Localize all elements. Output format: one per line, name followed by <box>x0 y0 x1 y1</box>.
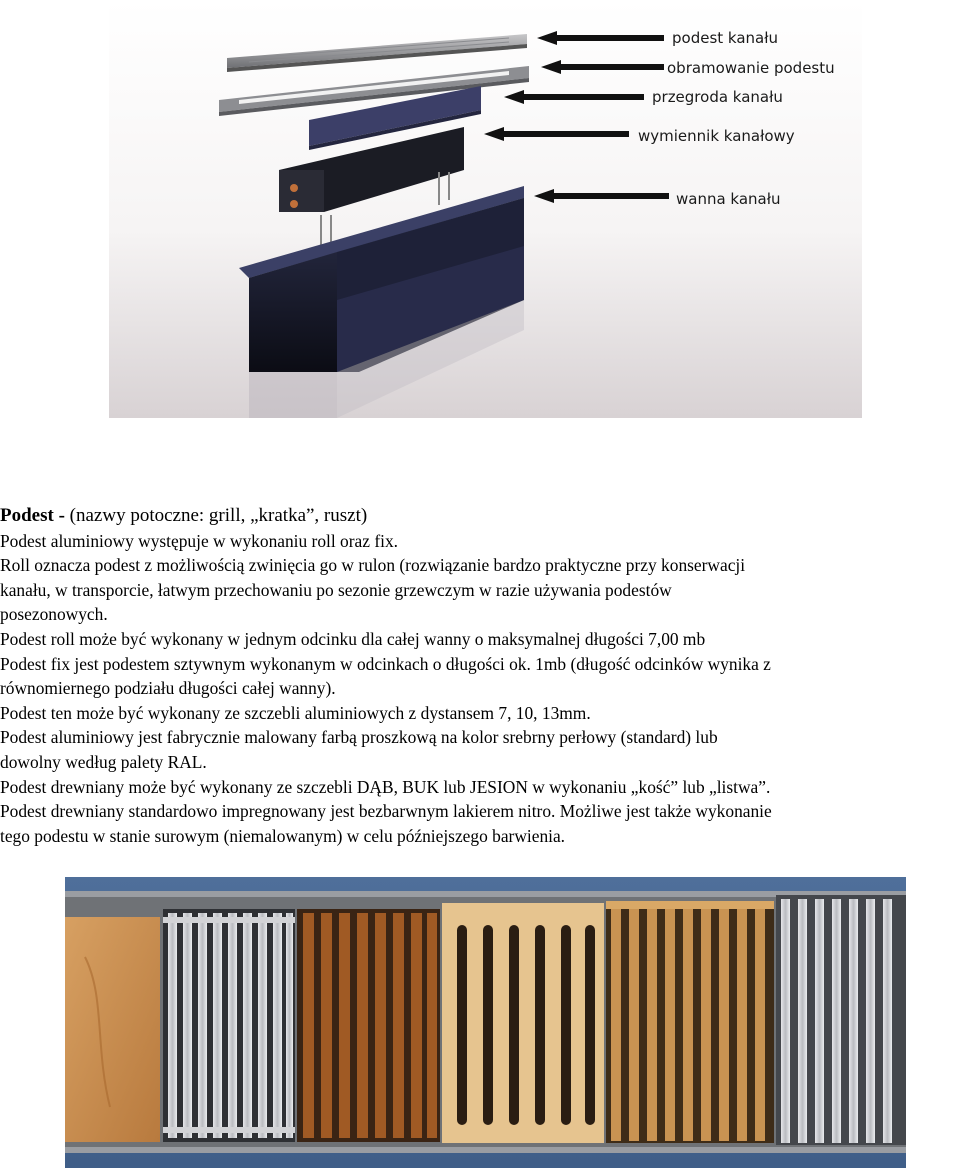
paragraph-3: Podest roll może być wykonany w jednym odcinku dla całej wanny o maksymalnej długości 7,00 mb <box>0 628 706 649</box>
paragraph-2b: kanału, w transporcie, łatwym przechowaniu po sezonie grzewczym w razie używania podestów <box>0 579 672 600</box>
description-text <box>0 504 960 848</box>
paragraph-4a: Podest fix jest podestem sztywnym wykonanym w odcinkach o długości ok. 1mb (długość odcinków wynika z <box>0 653 771 674</box>
callout-obramowanie-podestu: obramowanie podestu <box>667 59 835 77</box>
paragraph-6a: Podest aluminiowy jest fabrycznie malowany farbą proszkową na kolor srebrny perłowy (standard) lub <box>0 727 718 748</box>
paragraph-4b: równomiernego podziału długości całej wanny). <box>0 678 336 699</box>
paragraph-5: Podest ten może być wykonany ze szczebli aluminiowych z dystansem 7, 10, 13mm. <box>0 702 591 723</box>
paragraph-8a: Podest drewniany standardowo impregnowany jest bezbarwnym lakierem nitro. Możliwe jest także wykonanie <box>0 801 772 822</box>
heading-subtitle: (nazwy potoczne: grill, „kratka”, ruszt) <box>64 505 368 526</box>
paragraph-8b: tego podestu w stanie surowym (niemalowanym) w celu późniejszego barwienia. <box>0 825 566 846</box>
callout-wymiennik-kanalowy: wymiennik kanałowy <box>638 127 795 145</box>
heading-title: Podest - <box>0 505 65 526</box>
exploded-channel-diagram <box>109 0 862 418</box>
paragraph-7: Podest drewniany może być wykonany ze szczebli DĄB, BUK lub JESION w wykonaniu „kość” lub „listwa”. <box>0 776 771 797</box>
paragraph-2a: Roll oznacza podest z możliwością zwinięcia go w rulon (rozwiązanie bardzo praktyczne przy konserwacji <box>0 555 746 576</box>
paragraph-6b: dowolny według palety RAL. <box>0 751 207 772</box>
paragraph-1: Podest aluminiowy występuje w wykonaniu roll oraz fix. <box>0 530 398 551</box>
heading-line <box>0 504 960 529</box>
paragraph-2c: posezonowych. <box>0 604 108 625</box>
callout-wanna-kanalu: wanna kanału <box>676 190 781 208</box>
grill-samples-illustration <box>65 877 906 1168</box>
callout-przegroda-kanalu: przegroda kanału <box>652 88 783 106</box>
callout-podest-kanalu: podest kanału <box>672 29 778 47</box>
grill-samples-photo <box>65 877 906 1168</box>
